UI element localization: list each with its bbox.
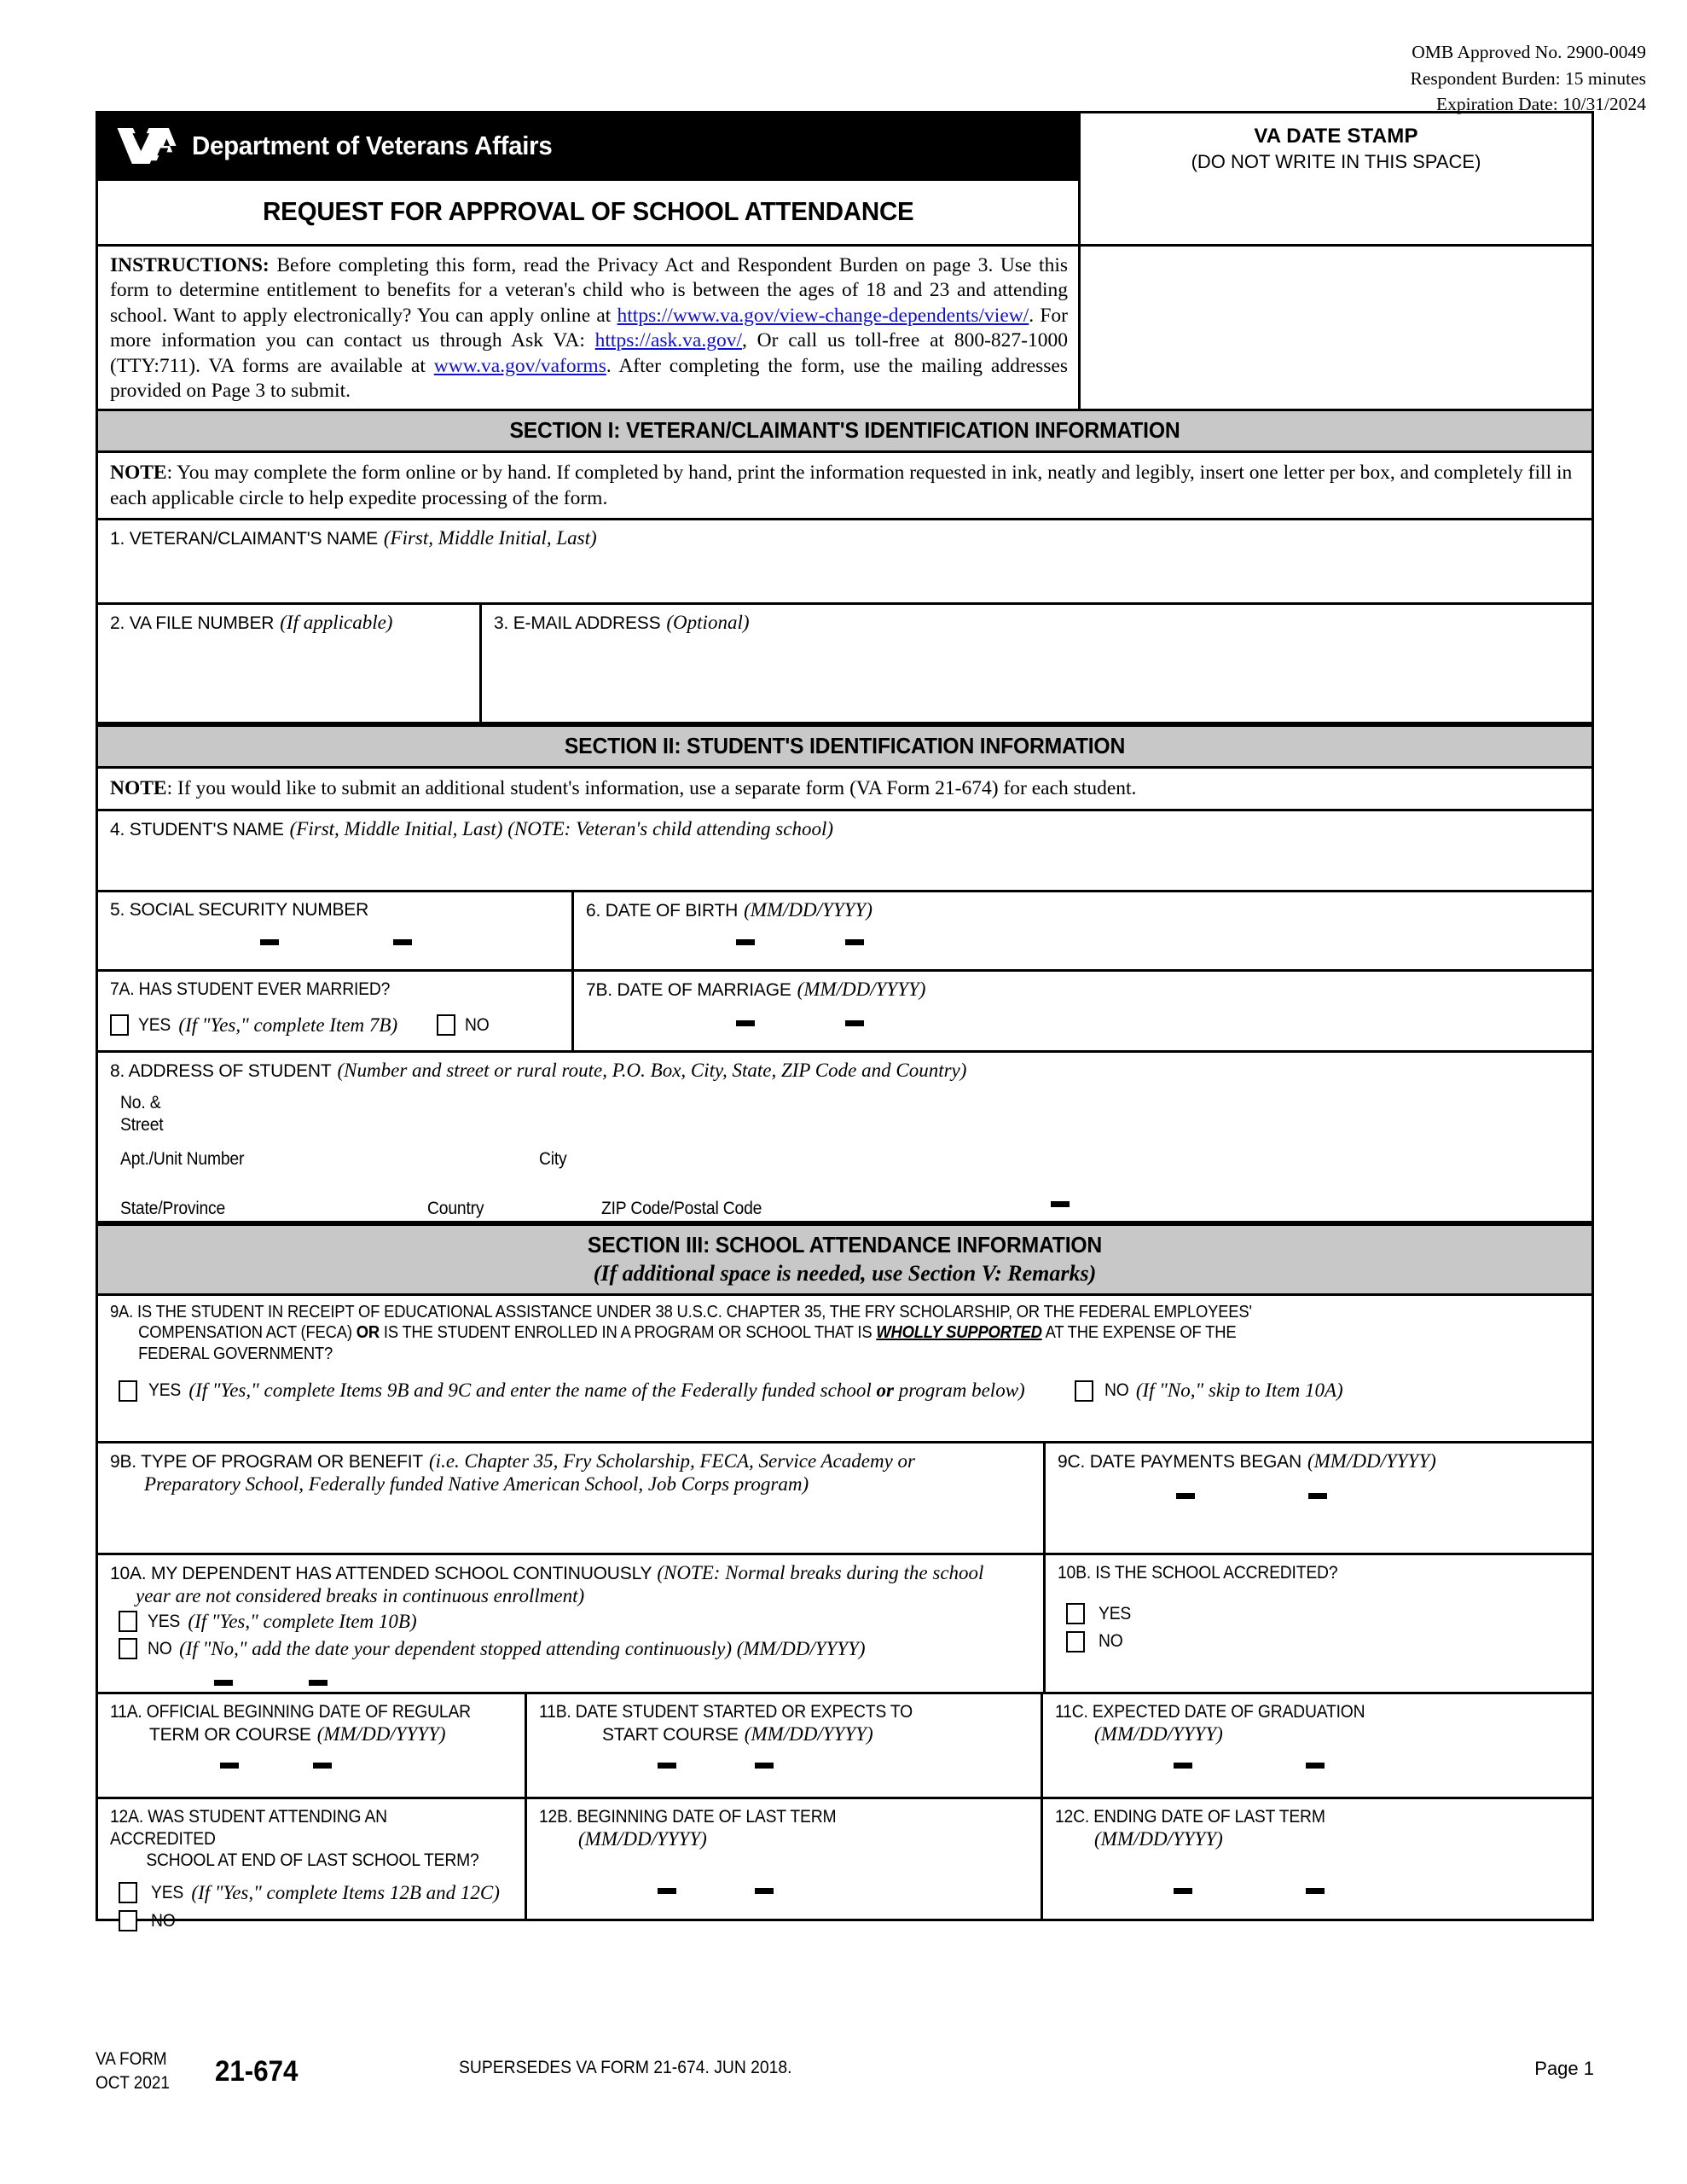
item-6-hint: (MM/DD/YYYY) <box>744 899 872 921</box>
item-3-label: 3. E-MAIL ADDRESS <box>494 613 661 634</box>
item-2-3-row <box>98 605 1591 724</box>
section-1-note <box>98 453 1591 520</box>
school-accredited-field <box>1043 1555 1591 1692</box>
item-9a-or: OR <box>356 1323 380 1343</box>
zip-dash <box>1051 1201 1070 1207</box>
item-11-row <box>98 1694 1591 1799</box>
item-7a-yes-checkbox[interactable] <box>110 1014 129 1036</box>
item-10a-label: 10A. MY DEPENDENT HAS ATTENDED SCHOOL CONTINUOUSLY <box>110 1564 652 1584</box>
date-of-marriage-field[interactable] <box>571 972 1591 1050</box>
item-11a-line-2: TERM OR COURSE <box>149 1724 311 1745</box>
item-10a-note-bold: NOTE <box>663 1562 714 1584</box>
va-form-date: OCT 2021 <box>96 2073 170 2094</box>
item-10a-hint-l2: year are not considered breaks in continuous enrollment) <box>136 1584 585 1606</box>
item-12c-dash-2 <box>1306 1888 1325 1894</box>
dob-dash-1 <box>736 939 755 945</box>
address-state-label: State/Province <box>120 1199 226 1219</box>
item-1-row <box>98 520 1591 605</box>
item-11a-line-1: 11A. OFFICIAL BEGINNING DATE OF REGULAR <box>110 1702 471 1722</box>
term-begin-date-field[interactable] <box>98 1694 525 1797</box>
item-12-row <box>98 1799 1591 1931</box>
item-10a-hint-l1: : Normal breaks during the school <box>713 1562 984 1584</box>
va-online-link[interactable]: https://www.va.gov/view-change-dependents/view/ <box>617 304 1029 327</box>
va-seal-icon <box>115 125 178 167</box>
last-term-begin-field[interactable] <box>525 1799 1041 1919</box>
instructions-text <box>110 253 1068 404</box>
item-12c-hint: (MM/DD/YYYY) <box>1094 1827 1223 1850</box>
note-label: NOTE <box>110 462 167 485</box>
stopped-date-dash-1 <box>214 1680 233 1686</box>
item-12c-line-1: 12C. ENDING DATE OF LAST TERM <box>1055 1807 1325 1827</box>
instructions-cell <box>98 247 1081 409</box>
va-form-label: VA FORM <box>96 2049 167 2069</box>
section-2-note <box>98 769 1591 811</box>
instructions-row <box>98 244 1591 409</box>
item-8-label: 8. ADDRESS OF STUDENT <box>110 1061 332 1082</box>
item-9b-hint-l1: (i.e. Chapter 35, Fry Scholarship, FECA, Service Academy or <box>429 1450 915 1472</box>
item-5-label: 5. SOCIAL SECURITY NUMBER <box>110 900 369 921</box>
section-2-header <box>98 724 1591 769</box>
item-7b-hint: (MM/DD/YYYY) <box>797 979 926 1001</box>
item-9b-label: 9B. TYPE OF PROGRAM OR BENEFIT <box>110 1452 424 1472</box>
item-7a-yes-hint: (If "Yes," complete Item 7B) <box>178 1014 398 1036</box>
item-11b-line-1: 11B. DATE STUDENT STARTED OR EXPECTS TO <box>539 1702 913 1722</box>
section-2-title: SECTION II: STUDENT'S IDENTIFICATION INFORMATION <box>564 733 1126 759</box>
omb-burden: Respondent Burden: 15 minutes <box>1410 67 1646 89</box>
item-1-label: 1. VETERAN/CLAIMANT'S NAME <box>110 529 378 549</box>
va-forms-link[interactable]: www.va.gov/vaforms <box>433 354 606 377</box>
form-number: 21-674 <box>215 2055 299 2088</box>
supersedes-note: SUPERSEDES VA FORM 21-674. JUN 2018. <box>458 2058 792 2077</box>
item-7a-yes-label: YES <box>138 1014 171 1035</box>
item-9b-hint-l2: Preparatory School, Federally funded Native American School, Job Corps program) <box>144 1472 809 1495</box>
item-9a-row <box>98 1296 1591 1443</box>
item-12b-dash-1 <box>658 1888 676 1894</box>
item-9a-no-label: NO <box>1104 1380 1129 1401</box>
address-country-label: Country <box>427 1199 484 1219</box>
payments-dash-1 <box>1176 1493 1195 1499</box>
item-8-row <box>98 1053 1591 1223</box>
graduation-date-field[interactable] <box>1041 1694 1591 1797</box>
item-5-6-row <box>98 892 1591 972</box>
va-file-number-field[interactable] <box>98 605 479 722</box>
ssn-dash-2 <box>393 939 412 945</box>
item-2-hint: (If applicable) <box>280 612 393 634</box>
item-9b-9c-row <box>98 1443 1591 1555</box>
section-3-title: SECTION III: SCHOOL ATTENDANCE INFORMATION <box>587 1232 1103 1258</box>
item-7a-no-checkbox[interactable] <box>437 1014 455 1036</box>
form-footer <box>96 2048 1594 2096</box>
item-9a-line-3: FEDERAL GOVERNMENT? <box>138 1344 333 1363</box>
student-address-block <box>98 1053 1591 1221</box>
item-9a-yes-hint-a: (If "Yes," complete Items 9B and 9C and enter the name of the Federally funded school <box>188 1380 877 1402</box>
item-6-label: 6. DATE OF BIRTH <box>586 901 739 921</box>
item-9a-yes-label: YES <box>148 1380 182 1401</box>
address-city-label: City <box>539 1149 567 1170</box>
veteran-name-field[interactable] <box>98 520 1591 602</box>
item-9a-line-2b: IS THE STUDENT ENROLLED IN A PROGRAM OR SCHOOL THAT IS <box>379 1323 877 1343</box>
instructions-p2: . For more information you can contact us through Ask VA: <box>110 304 1068 352</box>
item-9a-line-1: 9A. IS THE STUDENT IN RECEIPT OF EDUCATIONAL ASSISTANCE UNDER 38 U.S.C. CHAPTER 35, THE FRY SCHOLARSHIP, OR THE FEDERAL EMPLOYEES' <box>110 1303 1252 1322</box>
item-11c-dash-2 <box>1306 1763 1325 1769</box>
date-stamp-subtitle: (DO NOT WRITE IN THIS SPACE) <box>1191 151 1481 172</box>
item-9a-line-2c: AT THE EXPENSE OF THE <box>1041 1323 1237 1343</box>
course-start-date-field[interactable] <box>525 1694 1041 1797</box>
item-4-hint2: : Veteran's child attending school) <box>564 818 834 840</box>
item-9a-no-hint: (If "No," skip to Item 10A) <box>1135 1380 1343 1402</box>
item-11b-dash-1 <box>658 1763 676 1769</box>
item-11a-dash-2 <box>313 1763 332 1769</box>
form-header <box>98 113 1591 244</box>
accredited-last-term-field <box>98 1799 525 1931</box>
omb-approved: OMB Approved No. 2900-0049 <box>1412 42 1646 62</box>
page-title: REQUEST FOR APPROVAL OF SCHOOL ATTENDANCE <box>262 195 914 226</box>
section-1-title: SECTION I: VETERAN/CLAIMANT'S IDENTIFICATION INFORMATION <box>509 417 1180 444</box>
item-11b-hint: (MM/DD/YYYY) <box>744 1722 873 1745</box>
va-form-stamp <box>96 2048 206 2096</box>
section-1-header <box>98 409 1591 453</box>
program-type-field[interactable] <box>98 1443 1043 1553</box>
item-12a-line-2: SCHOOL AT END OF LAST SCHOOL TERM? <box>146 1850 479 1871</box>
item-12a-no-label: NO <box>151 1910 176 1931</box>
item-12c-dash-1 <box>1174 1888 1192 1894</box>
item-9a-emphasis: WHOLLY SUPPORTED <box>876 1323 1042 1343</box>
ever-married-field <box>98 972 571 1050</box>
agency-name: Department of Veterans Affairs <box>192 131 553 160</box>
item-2-label: 2. VA FILE NUMBER <box>110 613 275 634</box>
address-street-label: Street <box>120 1115 164 1136</box>
item-12a-yes-checkbox[interactable] <box>119 1882 137 1903</box>
item-1-hint: (First, Middle Initial, Last) <box>383 527 597 549</box>
stopped-date-dash-2 <box>309 1680 328 1686</box>
continuous-attendance-field <box>98 1555 1043 1692</box>
ssn-dash-1 <box>260 939 279 945</box>
page-number: Page 1 <box>1534 2058 1594 2079</box>
item-12b-hint: (MM/DD/YYYY) <box>578 1827 707 1850</box>
item-9c-label: 9C. DATE PAYMENTS BEGAN <box>1058 1452 1301 1472</box>
payments-dash-2 <box>1308 1493 1327 1499</box>
ask-va-link[interactable]: https://ask.va.gov/ <box>594 329 742 352</box>
note-text: : You may complete the form online or by hand. If completed by hand, print the information requested in ink, neatly and legibly, insert one letter per box, and completely fill in each applicable circle to help expedite processing of the form. <box>110 462 1573 509</box>
item-9c-hint: (MM/DD/YYYY) <box>1307 1450 1436 1472</box>
item-9a-yes-hint-b: program below) <box>893 1380 1025 1402</box>
item-10b-no-label: NO <box>1099 1631 1123 1652</box>
instructions-p1: Before completing this form, read the Privacy Act and Respondent Burden on page 3. Use this form to determine entitlement to benefits for a veteran's child who is between the ages of 18 and 23 and attending school. Want to apply electronically? You can apply online at <box>110 254 1068 327</box>
instructions-heading: INSTRUCTIONS: <box>110 254 270 276</box>
item-3-hint: (Optional) <box>666 612 750 634</box>
section-3-header <box>98 1223 1591 1296</box>
item-11b-dash-2 <box>755 1763 774 1769</box>
dob-dash-2 <box>845 939 864 945</box>
item-7b-label: 7B. DATE OF MARRIAGE <box>586 980 791 1001</box>
item-10b-no-checkbox[interactable] <box>1066 1631 1085 1653</box>
item-12a-no-checkbox[interactable] <box>119 1910 137 1931</box>
instructions-p3: , Or call us toll-free at 800-827-1000 (TTY:711). VA forms are available at <box>110 329 1068 377</box>
item-4-hint: (First, Middle Initial, Last) ( <box>289 818 514 840</box>
section-3-subtitle: (If additional space is needed, use Section V: Remarks) <box>593 1261 1097 1287</box>
item-10a-no-checkbox[interactable] <box>119 1638 137 1659</box>
item-10a-yes-hint: (If "Yes," complete Item 10B) <box>188 1610 417 1632</box>
student-name-field[interactable] <box>98 811 1591 890</box>
item-7a-label: 7A. HAS STUDENT EVER MARRIED? <box>110 979 391 1000</box>
payments-began-field[interactable] <box>1043 1443 1591 1553</box>
item-10-row <box>98 1555 1591 1694</box>
item-4-row <box>98 811 1591 892</box>
omb-expiration: Expiration Date: 10/31/2024 <box>1435 94 1646 115</box>
item-7-row <box>98 972 1591 1053</box>
va-date-stamp-box <box>1081 113 1591 244</box>
date-stamp-title: VA DATE STAMP <box>1254 125 1418 148</box>
va-banner <box>98 113 1078 178</box>
item-11c-dash-1 <box>1174 1763 1192 1769</box>
address-number-label: No. & <box>120 1093 161 1113</box>
item-11b-line-2: START COURSE <box>602 1724 739 1745</box>
form-frame <box>96 111 1594 1931</box>
address-apt-label: Apt./Unit Number <box>120 1149 245 1170</box>
item-12a-yes-hint: (If "Yes," complete Items 12B and 12C) <box>191 1881 500 1903</box>
item-11a-hint: (MM/DD/YYYY) <box>316 1722 446 1745</box>
ssn-field[interactable] <box>98 892 571 969</box>
item-10b-yes-checkbox[interactable] <box>1066 1603 1085 1624</box>
item-11c-hint: (MM/DD/YYYY) <box>1094 1722 1223 1745</box>
item-10a-note-open: ( <box>657 1562 664 1584</box>
item-11c-line-1: 11C. EXPECTED DATE OF GRADUATION <box>1055 1702 1365 1722</box>
note-text: : If you would like to submit an additional student's information, use a separate form (VA Form 21-674) for each student. <box>166 777 1137 800</box>
item-9a-no-checkbox[interactable] <box>1075 1380 1093 1402</box>
item-9a-yes-hint-or: or <box>876 1380 894 1402</box>
item-12b-line-1: 12B. BEGINNING DATE OF LAST TERM <box>539 1807 837 1827</box>
item-12a-line-1: 12A. WAS STUDENT ATTENDING AN ACCREDITED <box>110 1807 387 1849</box>
last-term-end-field[interactable] <box>1041 1799 1591 1919</box>
item-10a-no-hint: (If "No," add the date your dependent stopped attending continuously) (MM/DD/YYYY) <box>179 1637 866 1659</box>
item-4-label: 4. STUDENT'S NAME <box>110 820 284 840</box>
omb-block <box>1411 39 1647 118</box>
marriage-dash-2 <box>845 1020 864 1026</box>
instructions-p4: . After completing the form, use the mailing addresses provided on Page 3 to submit. <box>110 354 1068 402</box>
item-10a-no-label: NO <box>148 1638 172 1658</box>
address-zip-label: ZIP Code/Postal Code <box>601 1199 762 1219</box>
item-7a-no-label: NO <box>465 1014 490 1035</box>
marriage-dash-1 <box>736 1020 755 1026</box>
note-label: NOTE <box>110 777 167 800</box>
item-11a-dash-1 <box>220 1763 239 1769</box>
item-12a-yes-label: YES <box>151 1883 184 1903</box>
item-10b-yes-label: YES <box>1099 1603 1132 1623</box>
item-10b-label: 10B. IS THE SCHOOL ACCREDITED? <box>1058 1563 1338 1583</box>
item-8-hint: (Number and street or rural route, P.O. Box, City, State, ZIP Code and Country) <box>337 1060 967 1082</box>
date-of-birth-field[interactable] <box>571 892 1591 969</box>
item-4-note-bold: NOTE <box>513 818 565 840</box>
federal-assistance-question <box>98 1296 1591 1441</box>
item-12b-dash-2 <box>755 1888 774 1894</box>
item-9a-line-2a: COMPENSATION ACT (FECA) <box>138 1323 357 1343</box>
email-address-field[interactable] <box>479 605 1591 722</box>
item-10a-yes-checkbox[interactable] <box>119 1611 137 1632</box>
item-9a-yes-checkbox[interactable] <box>119 1380 137 1402</box>
item-10a-yes-label: YES <box>148 1611 181 1631</box>
